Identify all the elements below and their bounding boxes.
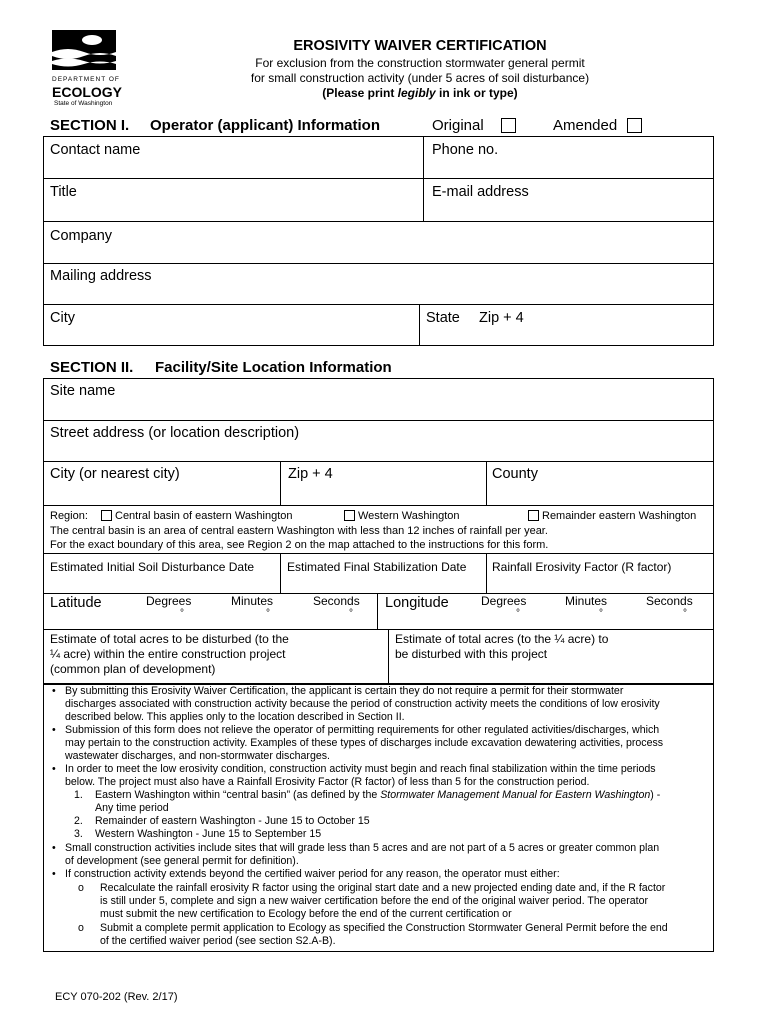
email-label: E-mail address [432,184,529,200]
county-field[interactable] [487,462,713,506]
total-acres-field[interactable] [44,630,389,683]
zip-field[interactable] [472,305,713,345]
state-label: State [426,310,460,326]
latitude-seconds-mark: ° [349,608,353,619]
bullet-2-glyph: • [52,724,56,736]
sub-1-line-2: is still under 5, complete and sign a new waiver certification before the end of the original waiver period. The operator [100,895,649,907]
logo-ecology-text: ECOLOGY [52,84,123,100]
amended-checkbox[interactable] [627,118,642,133]
section-2-table [43,378,714,684]
bullet-1-line-1: By submitting this Erosivity Waiver Certification, the applicant is certain they do not require a permit for their stormwater [65,685,624,697]
numbered-1-line-1: Eastern Washington within “central basin” (as defined by the Stormwater Management Manual for Eastern Washington) - [95,789,661,801]
amended-label: Amended [553,117,618,134]
region-western-label: Western Washington [358,510,460,522]
region-row [44,506,713,554]
project-acres-label-1: Estimate of total acres (to the ¼ acre) to [395,632,609,646]
zip-label: Zip + 4 [479,310,524,326]
logo-state-text: State of Washington [54,100,113,107]
mailing-address-label: Mailing address [50,268,152,284]
bullet-1-glyph: • [52,685,56,697]
region-label: Region: [50,510,88,522]
rainfall-factor-field[interactable] [487,554,713,594]
latitude-degrees-label: Degrees [146,594,192,608]
county-label: County [492,466,538,482]
region-note-1: The central basin is an area of central eastern Washington with less than 12 inches of rainfall per year. [50,525,548,537]
form-id-footer: ECY 070-202 (Rev. 2/17) [55,991,178,1003]
total-acres-label-2: ¼ acre) within the entire construction project [50,647,286,661]
conditions-box [43,684,714,952]
bullet-3-line-2: below. The project must also have a Rainfall Erosivity Factor (R factor) of less than 5 for the construction period. [65,776,590,788]
numbered-2-number: 2. [74,815,83,827]
longitude-minutes-mark: ° [599,608,603,619]
section-1-table [43,136,714,346]
sub-2-glyph: o [78,922,84,934]
region-central-label: Central basin of eastern Washington [115,510,293,522]
initial-date-field[interactable] [44,554,281,594]
numbered-1-line-2: Any time period [95,802,169,814]
sub-2-line-1: Submit a complete permit application to Ecology as specified the Construction Stormwater General Permit before the end [100,922,668,934]
section-2-number: SECTION II. [50,359,134,376]
rainfall-factor-label: Rainfall Erosivity Factor (R factor) [492,560,672,574]
numbered-3-text: Western Washington - June 15 to September 15 [95,828,322,840]
longitude-degrees-label: Degrees [481,594,527,608]
bullet-4-glyph: • [52,842,56,854]
region-note-2: For the exact boundary of this area, see Region 2 on the map attached to the instructions for this form. [50,539,549,551]
site-name-label: Site name [50,383,116,399]
form-instructions: (Please print legibly in ink or type) [322,86,518,100]
latitude-minutes-mark: ° [266,608,270,619]
street-address-field[interactable] [44,421,713,462]
region-central-checkbox[interactable] [101,510,112,521]
initial-date-label: Estimated Initial Soil Disturbance Date [50,560,255,574]
site-city-label: City (or nearest city) [50,466,180,482]
email-field[interactable] [424,179,713,222]
bullet-2-line-1: Submission of this form does not relieve the operator of permitting requirements for other regulated activities/discharges, which [65,724,660,736]
form-title: EROSIVITY WAIVER CERTIFICATION [293,38,547,54]
title-label: Title [50,184,77,200]
contact-name-label: Contact name [50,142,141,158]
sub-2-line-2: of the certified waiver period (see section S2.A-B). [100,935,336,947]
sub-1-line-1: Recalculate the rainfall erosivity R factor using the original start date and a new projected ending date and, if the R factor [100,882,666,894]
mailing-address-field[interactable] [44,264,713,305]
longitude-degrees-mark: ° [516,608,520,619]
logo-dept-text: DEPARTMENT OF [52,76,120,83]
section-1-title: Operator (applicant) Information [150,117,381,134]
city-field[interactable] [44,305,420,345]
longitude-label: Longitude [385,595,449,611]
latitude-minutes-label: Minutes [231,594,274,608]
bullet-4-line-2: of development (see general permit for definition). [65,855,299,867]
latitude-seconds-label: Seconds [313,594,360,608]
region-western-checkbox[interactable] [344,510,355,521]
company-field[interactable] [44,222,713,264]
latitude-field[interactable] [44,594,378,630]
site-city-field[interactable] [44,462,281,506]
final-date-label: Estimated Final Stabilization Date [287,560,467,574]
project-acres-field[interactable] [389,630,713,683]
state-field[interactable] [420,305,472,345]
sub-1-line-3: must submit the new certification to Ecology before the end of the current certification or [100,908,512,920]
street-address-label: Street address (or location description) [50,425,300,441]
total-acres-label-1: Estimate of total acres to be disturbed (to the [50,632,289,646]
numbered-1-number: 1. [74,789,83,801]
longitude-field[interactable] [378,594,713,630]
longitude-seconds-mark: ° [683,608,687,619]
phone-label: Phone no. [432,142,499,158]
phone-field[interactable] [424,137,713,179]
company-label: Company [50,228,113,244]
sub-1-glyph: o [78,882,84,894]
latitude-degrees-mark: ° [180,608,184,619]
project-acres-label-2: be disturbed with this project [395,647,548,661]
site-name-field[interactable] [44,379,713,421]
form-subtitle-1: For exclusion from the construction stormwater general permit [255,56,585,70]
longitude-minutes-label: Minutes [565,594,608,608]
final-date-field[interactable] [281,554,487,594]
title-field[interactable] [44,179,424,222]
longitude-seconds-label: Seconds [646,594,693,608]
region-remainder-label: Remainder eastern Washington [542,510,697,522]
bullet-5-glyph: • [52,868,56,880]
original-label: Original [432,117,484,134]
contact-name-field[interactable] [44,137,424,179]
bullet-2-line-2: may pertain to the construction activity. Examples of these types of discharges include excavation dewatering activities, process [65,737,664,749]
bullet-3-line-1: In order to meet the low erosivity condition, construction activity must begin and reach final stabilization within the time periods [65,763,656,775]
section-1-number: SECTION I. [50,117,130,134]
bullet-1-line-2: discharges associated with construction activity because the period of construction activity meets the conditions of low erosivity [65,698,660,710]
bullet-1-line-3: described below. This applies only to the location described in Section II. [65,711,405,723]
bullet-2-line-3: wastewater discharges, and non-stormwater discharges. [65,750,330,762]
site-zip-field[interactable] [281,462,487,506]
numbered-2-text: Remainder of eastern Washington - June 15 to October 15 [95,815,370,827]
region-remainder-checkbox[interactable] [528,510,539,521]
original-checkbox[interactable] [501,118,516,133]
city-label: City [50,310,75,326]
bullet-5-line-1: If construction activity extends beyond the certified waiver period for any reason, the operator must either: [65,868,560,880]
latitude-label: Latitude [50,595,102,611]
section-2-title: Facility/Site Location Information [155,359,392,376]
bullet-4-line-1: Small construction activities include sites that will grade less than 5 acres and are not part of a 5 acres or greater common plan [65,842,660,854]
numbered-3-number: 3. [74,828,83,840]
total-acres-label-3: (common plan of development) [50,662,216,676]
form-subtitle-2: for small construction activity (under 5 acres of soil disturbance) [250,71,590,85]
site-zip-label: Zip + 4 [288,466,333,482]
bullet-3-glyph: • [52,763,56,775]
